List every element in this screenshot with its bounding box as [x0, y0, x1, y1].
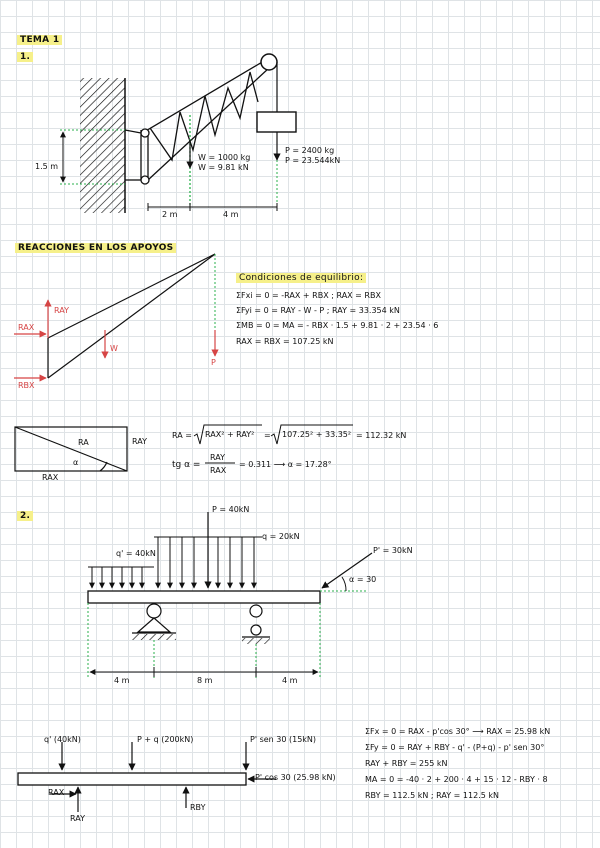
- crane-pin-bottom: [141, 176, 149, 184]
- fbd-rax-label: RAX: [48, 788, 65, 797]
- w-label: W: [110, 344, 118, 353]
- weight-kg-label: W = 1000 kg: [198, 153, 251, 162]
- ra-lhs: RA =: [172, 431, 192, 440]
- crane-load-box: [257, 112, 296, 132]
- fbd-eq-sum-fx: ΣFx = 0 = RAX - p'cos 30° ⟶ RAX = 25.98 kN: [365, 727, 551, 736]
- fbd-pq-label: P + q (200kN): [137, 735, 194, 744]
- fbd-q-label: q' (40kN): [44, 735, 81, 744]
- fbd-ray-label: RAY: [70, 814, 85, 823]
- reactions-free-body: [48, 254, 215, 378]
- triangle-ray-label: RAY: [132, 437, 147, 446]
- load-arrows: [92, 537, 254, 588]
- equation-rax-result: RAX = RBX = 107.25 kN: [236, 337, 334, 346]
- fbd-eq-sum: RAY + RBY = 255 kN: [365, 759, 448, 768]
- ra-equals: =: [264, 431, 271, 440]
- inclined-load-label: P' = 30kN: [373, 546, 413, 555]
- fbd-beam-body: [18, 773, 246, 785]
- weight-kn-label: W = 9.81 kN: [198, 163, 249, 172]
- reaction-triangle: [15, 427, 127, 471]
- ra-sqrt-inner-2: 107.25² + 33.35²: [282, 430, 352, 439]
- dim-right-label: 4 m: [282, 676, 298, 685]
- tg-numerator: RAY: [210, 453, 225, 462]
- angle-label: α = 30: [349, 575, 377, 584]
- ra-result: = 112.32 kN: [356, 431, 407, 440]
- height-label: 1.5 m: [35, 162, 59, 171]
- distance-left-label: 2 m: [162, 210, 178, 219]
- crane-pulley: [261, 54, 277, 70]
- load-kn-label: P = 23.544kN: [285, 156, 341, 165]
- fbd-eq-moment: MA = 0 = -40 · 2 + 200 · 4 + 15 · 12 - RBY · 8: [365, 775, 548, 784]
- rbx-label: RBX: [18, 381, 35, 390]
- problem-1-number: 1.: [17, 52, 33, 62]
- equation-moment: ΣMB = 0 = MA = - RBX · 1.5 + 9.81 · 2 + 23.54 · 6: [236, 321, 439, 330]
- tg-lhs: tg α =: [172, 460, 201, 470]
- dim-left-label: 4 m: [114, 676, 130, 685]
- tema-title: TEMA 1: [17, 35, 62, 45]
- p-label: P: [211, 358, 216, 367]
- crane-pin-top: [141, 129, 149, 137]
- triangle-alpha-label: α: [73, 458, 79, 467]
- fbd-eq-sum-fy: ΣFy = 0 = RAY + RBY - q' - (P+q) - p' sen 30°: [365, 743, 545, 752]
- ra-sqrt-inner: RAX² + RAY²: [205, 430, 255, 439]
- fbd-pcos-label: P' cos 30 (25.98 kN): [255, 773, 336, 782]
- beam-body: [88, 591, 320, 603]
- angle-arc: [342, 577, 346, 591]
- beam-dashed-guides: [88, 603, 320, 678]
- crane-wall: [80, 78, 125, 213]
- problem-2-number: 2.: [17, 511, 33, 521]
- equation-sum-fy: ΣFyi = 0 = RAY - W - P ; RAY = 33.354 kN: [236, 306, 400, 315]
- fbd-eq-result: RBY = 112.5 kN ; RAY = 112.5 kN: [365, 791, 499, 800]
- roller-support: [242, 605, 270, 644]
- load-kg-label: P = 2400 kg: [285, 146, 335, 155]
- ray-label: RAY: [54, 306, 69, 315]
- reactions-title: REACCIONES EN LOS APOYOS: [15, 243, 176, 253]
- triangle-ra-label: RA: [78, 438, 89, 447]
- tg-denominator: RAX: [210, 466, 227, 475]
- fbd-rby-label: RBY: [190, 803, 206, 812]
- fbd-psen-label: P' sen 30 (15kN): [250, 735, 317, 744]
- dim-mid-label: 8 m: [197, 676, 213, 685]
- rax-label: RAX: [18, 323, 35, 332]
- conditions-title: Condiciones de equilibrio:: [236, 273, 366, 283]
- equation-sum-fx: ΣFxi = 0 = -RAX + RBX ; RAX = RBX: [236, 291, 381, 300]
- distributed-left-label: q' = 40kN: [116, 549, 156, 558]
- distributed-right-label: q = 20kN: [262, 532, 300, 541]
- distance-right-label: 4 m: [223, 210, 239, 219]
- point-load-label: P = 40kN: [212, 505, 250, 514]
- triangle-rax-label: RAX: [42, 473, 59, 482]
- tg-result: = 0.311 ⟶ α = 17.28°: [239, 460, 332, 469]
- pinned-support: [132, 604, 176, 640]
